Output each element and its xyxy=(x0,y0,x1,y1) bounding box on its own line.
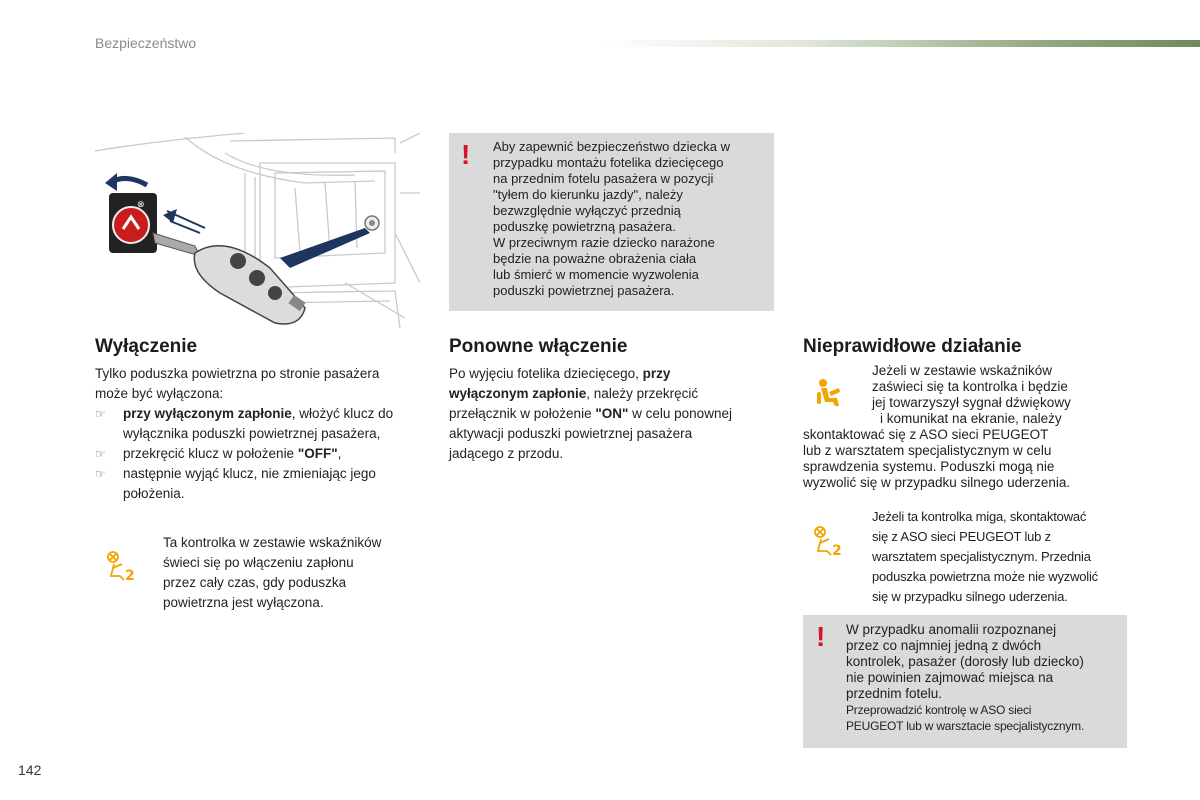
airbag-off-indicator-blinking-icon xyxy=(811,525,847,562)
exclamation-icon: ! xyxy=(816,621,826,652)
heading-malfunction: Nieprawidłowe działanie xyxy=(803,336,1022,357)
airbag-switch-illustration xyxy=(95,133,420,328)
svg-text:2: 2 xyxy=(125,568,135,582)
page-number: 142 xyxy=(18,762,42,778)
warning-text: Aby zapewnić bezpieczeństwo dziecka w przypadku montażu fotelika dziecięcego na przednim fotelu pasażera w pozycji "tyłem do kierunku jazdy", należy bezwzględnie wyłączyć przednią poduszkę powietrzną pasażera. W przeciwnym razie dziecko narażone będzie na poważne obrażenia ciała lub śmierć w momencie wyzwolenia poduszki powietrznej pasażera. xyxy=(493,139,731,298)
deactivation-steps xyxy=(95,404,425,504)
section-title: Bezpieczeństwo xyxy=(95,35,197,51)
airbag-off-indicator-icon xyxy=(104,550,140,587)
reactivation-text: Po wyjęciu fotelika dziecięcego, przy wyłączonym zapłonie, należy przekręcić przełącznik w położenie "ON" w celu ponownej aktywacji poduszki powietrznej pasażera jadącego z przodu. xyxy=(449,366,732,461)
deactivation-indicator-text: Ta kontrolka w zestawie wskaźników świeci się po włączeniu zapłonu przez cały czas, gdy poduszka powietrzna jest wyłączona. xyxy=(163,535,382,610)
malfunction-text-2: Jeżeli ta kontrolka miga, skontaktować się z ASO sieci PEUGEOT lub z warsztatem specjalistycznym. Przednia poduszka powietrzna może nie wyzwolić się w przypadku silnego uderzenia. xyxy=(872,509,1098,604)
header-accent-bar xyxy=(600,40,1200,47)
list-item: ☞ przy wyłączonym zapłonie, włożyć klucz do wyłącznika poduszki powietrznej pasażera, xyxy=(95,406,394,441)
malfunction-text-1: Jeżeli w zestawie wskaźników zaświeci się ta kontrolka i będzie jej towarzyszył sygnał dźwiękowy i komunikat na ekranie, należy skontaktować się z ASO sieci PEUGEOT lub z warsztatem specjalistycznym w celu sprawdzenia systemu. Poduszki mogą nie wyzwolić się w przypadku silnego uderzenia. xyxy=(803,363,1071,490)
pointing-hand-icon: ☞ xyxy=(95,467,106,481)
exclamation-icon: ! xyxy=(461,139,471,170)
svg-text:⊗: ⊗ xyxy=(137,200,145,210)
anomaly-warning-text: W przypadku anomalii rozpoznanej przez co najmniej jedną z dwóch kontrolek, pasażer (dorosły lub dziecko) nie powinien zajmować miejsca na przednim fotelu. Przeprowadzić kontrolę w ASO sieci PEUGEOT lub w warsztacie specjalistycznym. xyxy=(846,622,1085,733)
svg-text:2: 2 xyxy=(832,543,842,557)
heading-deactivation: Wyłączenie xyxy=(95,336,198,357)
list-item: ☞ następnie wyjąć klucz, nie zmieniając jego położenia. xyxy=(95,466,376,501)
pointing-hand-icon: ☞ xyxy=(95,447,106,461)
warning-box-anomaly xyxy=(803,615,1127,748)
pointing-hand-icon: ☞ xyxy=(95,407,106,421)
deactivation-text: Tylko poduszka powietrzna po stronie pasażera może być wyłączona: ☞ przy wyłączonym zapłonie, włożyć klucz do wyłącznika poduszki powietrznej pasażera, ☞ przekręcić klucz w położenie "OFF", ☞ następnie wyjąć klucz, nie zmieniając jego położenia. xyxy=(95,364,425,504)
list-item: ☞ przekręcić klucz w położenie "OFF", xyxy=(95,444,425,464)
heading-reactivation: Ponowne włączenie xyxy=(449,336,628,357)
warning-box-child-seat xyxy=(449,133,774,311)
